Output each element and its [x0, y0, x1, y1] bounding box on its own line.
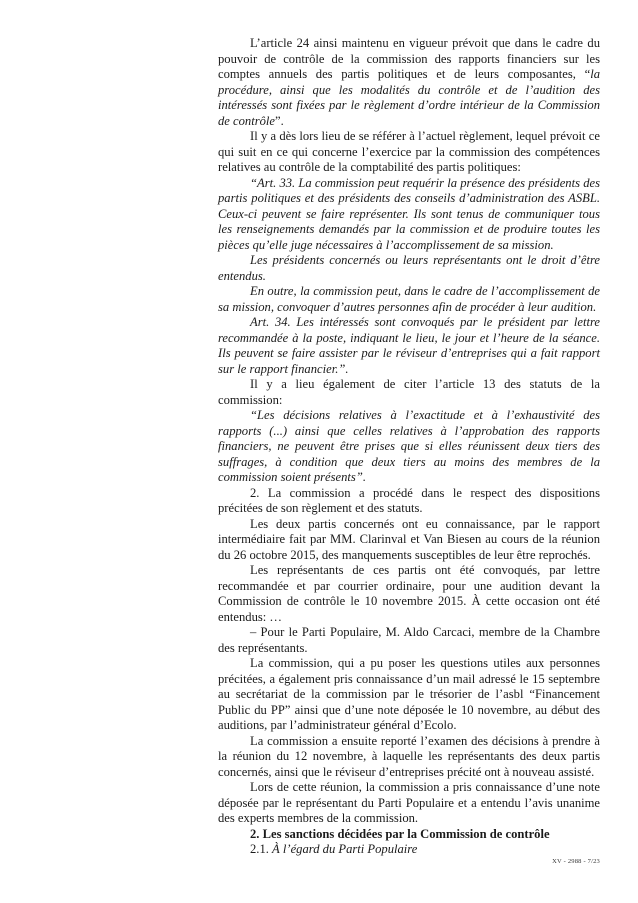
quoted-paragraph: “Les décisions relatives à l’exactitude et à l’exhaustivité des rapports (...) ainsi que celles relatives à l’approbation des rapports financiers, ne peuvent être prises que si elles réunissent deux tiers des suffrages, à condition que deux tiers au moins des membres de la commission soient présents”.	[218, 408, 600, 484]
paragraph-article-24	[218, 36, 600, 129]
paragraph: La commission, qui a pu poser les questions utiles aux personnes précitées, a également pris connaissance d’un mail adressé le 15 septembre au secrétariat de la commission par le trésorier de l’asbl “Financement Public du PP” ainsi que d’une note déposée le 10 novembre, au début des auditions, par l’administrateur général d’Ecolo.	[218, 656, 600, 732]
quoted-text: la procédure, ainsi que les modalités du contrôle et de l’audition des intéressés sont fixées par le règlement d’ordre intérieur de la Commission de contrôle	[218, 67, 600, 128]
section-heading: 2. Les sanctions décidées par la Commission de contrôle	[250, 826, 550, 841]
paragraph: Lors de cette réunion, la commission a pris connaissance d’une note déposée par le représentant du Parti Populaire et a entendu l’avis unanime des experts membres de la commission.	[218, 780, 600, 825]
paragraph: 2. La commission a procédé dans le respect des dispositions précitées de son règlement et des statuts.	[218, 485, 600, 515]
quoted-paragraph: Art. 34. Les intéressés sont convoqués par le président par lettre recommandée à la poste, indiquant le lieu, le jour et l’heure de la séance. Ils peuvent se faire assister par le réviseur d’entreprises qui a fait rapport sur le rapport financier.”.	[218, 315, 600, 376]
quoted-paragraph: “Art. 33. La commission peut requérir la présence des présidents des partis politiques et des présidents des conseils d’administration des ASBL. Ceux-ci peuvent se faire représenter. Ils sont tenus de communiquer tous les renseignements demandés par la commission et de produire toutes les pièces qu’elle juge nécessaires à l’accomplissement de sa mission.	[218, 175, 600, 252]
paragraph-text: L’article 24 ainsi maintenu en vigueur prévoit que dans le cadre du pouvoir de contrôle de la commission des rapports financiers sur les comptes annuels des partis politiques et de leurs composantes, “	[218, 36, 600, 81]
paragraph: – Pour le Parti Populaire, M. Aldo Carcaci, membre de la Chambre des représentants.	[218, 625, 600, 655]
quote-close: ”.	[275, 113, 284, 128]
paragraph: Les représentants de ces partis ont été convoqués, par lettre recommandée et par courrier ordinaire, pour une audition devant la Commission de contrôle le 10 novembre 2015. À cette occasion ont été entendus: …	[218, 563, 600, 624]
subsection-title: À l’égard du Parti Populaire	[272, 842, 418, 856]
page-footer: XV - 2988 - 7/23	[552, 858, 600, 865]
subsection-number: 2.1.	[250, 842, 273, 856]
quoted-paragraph: En outre, la commission peut, dans le cadre de l’accomplissement de sa mission, convoquer d’autres personnes afin de procéder à leur audition.	[218, 284, 600, 314]
paragraph: Il y a dès lors lieu de se référer à l’actuel règlement, lequel prévoit ce qui suit en ce qui concerne l’exercice par la commission des compétences relatives au contrôle de la comptabilité des partis politiques:	[218, 129, 600, 174]
body-text	[218, 36, 600, 858]
paragraph: Les deux partis concernés ont eu connaissance, par le rapport intermédiaire fait par MM. Clarinval et Van Biesen au cours de la réunion du 26 octobre 2015, des manquements susceptibles de leur être reprochés.	[218, 516, 600, 562]
quoted-paragraph: Les présidents concernés ou leurs représentants ont le droit d’être entendus.	[218, 253, 600, 283]
paragraph: La commission a ensuite reporté l’examen des décisions à prendre à la réunion du 12 novembre, à laquelle les représentants des deux partis concernés, ainsi que le réviseur d’entreprises précité ont à nouveau assisté.	[218, 733, 600, 779]
paragraph: Il y a lieu également de citer l’article 13 des statuts de la commission:	[218, 377, 600, 407]
subsection-heading	[218, 842, 600, 858]
